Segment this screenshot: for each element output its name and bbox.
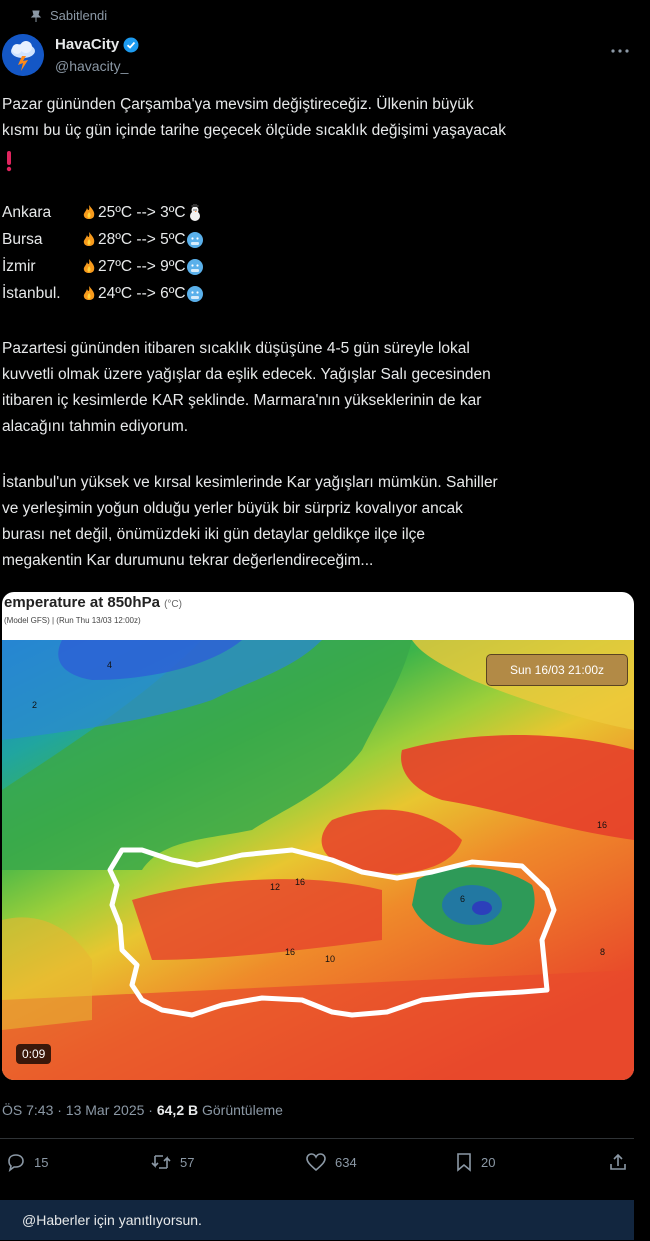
- tweet-paragraph-1: Pazar gününden Çarşamba'ya mevsim değiştireceğiz. Ülkenin büyük kısmı bu üç gün içinde tarihe geçecek ölçüde sıcaklık değişimi yaşayacak: [2, 96, 506, 139]
- view-count: 64,2 B: [156, 1102, 199, 1118]
- map-subtitle: (Model GFS) | (Run Thu 13/03 12:00z): [4, 616, 141, 625]
- author-name-row[interactable]: [55, 36, 139, 53]
- map-title: emperature at 850hPa (°C): [4, 594, 182, 611]
- repost-icon: [150, 1152, 172, 1172]
- city-row-bursa: [2, 227, 204, 253]
- views-label: Görüntüleme: [198, 1102, 283, 1118]
- share-button[interactable]: [608, 1152, 628, 1172]
- city-name: İstanbul.: [2, 285, 61, 302]
- pinned-label: Sabitlendi: [50, 8, 108, 23]
- share-icon: [608, 1152, 628, 1172]
- svg-text:16: 16: [295, 877, 306, 887]
- verified-badge-icon: [123, 37, 139, 53]
- temperature-map: [2, 640, 634, 1080]
- temp-from: 24ºC: [98, 285, 133, 302]
- tweet-timestamp[interactable]: ÖS 7:43 · 13 Mar 2025 ·: [2, 1102, 157, 1118]
- like-button[interactable]: [305, 1152, 357, 1172]
- author-name[interactable]: HavaCity: [55, 36, 120, 53]
- storm-cloud-icon: [2, 34, 44, 76]
- fire-emoji-icon: [80, 258, 98, 276]
- temp-to: 5ºC: [160, 231, 186, 248]
- city-row-ankara: [2, 200, 204, 226]
- city-name: İzmir: [2, 258, 36, 275]
- city-name: Ankara: [2, 204, 52, 221]
- temp-arrow: -->: [136, 231, 156, 248]
- freezing-face-emoji-icon: [186, 285, 204, 303]
- temp-from: 28ºC: [98, 231, 133, 248]
- freezing-face-emoji-icon: [186, 231, 204, 249]
- temp-to: 6ºC: [160, 285, 186, 302]
- reply-button[interactable]: [6, 1152, 48, 1172]
- city-row-izmir: [2, 254, 204, 280]
- reply-notice-bar[interactable]: @Haberler için yanıtlıyorsun.: [0, 1200, 634, 1240]
- tweet-actions: [0, 1152, 650, 1182]
- more-options-icon[interactable]: [610, 38, 630, 59]
- bookmark-button[interactable]: [455, 1152, 495, 1172]
- fire-emoji-icon: [80, 231, 98, 249]
- temp-to: 9ºC: [160, 258, 186, 275]
- pinned-indicator: [30, 8, 107, 23]
- svg-text:10: 10: [325, 954, 336, 964]
- reply-count: 15: [34, 1154, 49, 1170]
- svg-text:12: 12: [270, 882, 281, 892]
- tweet-paragraph-2: Pazartesi gününden itibaren sıcaklık düşüşüne 4-5 gün süreyle lokal kuvvetli olmak üzere yağışlar da eşlik edecek. Yağışlar Salı gecesinden itibaren iç kesimlerde KAR şeklinde. Marmara'nın yükseklerinin de kar alacağını tahmin ediyorum.: [2, 340, 491, 435]
- svg-text:8: 8: [600, 947, 606, 957]
- like-count: 634: [335, 1154, 357, 1170]
- repost-button[interactable]: [150, 1152, 194, 1172]
- video-timer: 0:09: [16, 1044, 51, 1064]
- tweet-paragraph-3: İstanbul'un yüksek ve kırsal kesimlerinde Kar yağışları mümkün. Sahiller ve yerleşimin yoğun olduğu yerler büyük bir sürpriz kovalıyor ancak burası net değil, önümüzdeki iki gün detaylar geldikçe ilçe ilçe megakentin Kar durumunu tekrar değerlendireceğim...: [2, 474, 498, 569]
- exclamation-emoji-icon: [4, 150, 14, 172]
- repost-count: 57: [180, 1154, 195, 1170]
- tweet-video[interactable]: [2, 592, 634, 1080]
- pin-icon: [30, 10, 42, 22]
- heart-icon: [305, 1152, 327, 1172]
- fire-emoji-icon: [80, 204, 98, 222]
- divider: [0, 1138, 634, 1139]
- temp-from: 25ºC: [98, 204, 133, 221]
- freezing-face-emoji-icon: [186, 258, 204, 276]
- svg-text:4: 4: [107, 660, 113, 670]
- bookmark-icon: [455, 1152, 473, 1172]
- bookmark-count: 20: [481, 1154, 496, 1170]
- avatar[interactable]: [2, 34, 44, 76]
- svg-text:6: 6: [460, 894, 466, 904]
- svg-text:16: 16: [285, 947, 296, 957]
- temp-arrow: -->: [136, 285, 156, 302]
- svg-text:2: 2: [32, 700, 38, 710]
- temp-arrow: -->: [136, 258, 156, 275]
- city-name: Bursa: [2, 231, 43, 248]
- svg-text:16: 16: [597, 820, 608, 830]
- tweet-meta: [2, 1102, 283, 1118]
- city-row-istanbul: [2, 281, 204, 307]
- reply-icon: [6, 1152, 26, 1172]
- author-handle[interactable]: @havacity_: [55, 58, 129, 74]
- forecast-date-badge: Sun 16/03 21:00z: [486, 654, 628, 686]
- temp-to: 3ºC: [160, 204, 186, 221]
- temp-from: 27ºC: [98, 258, 133, 275]
- snowman-emoji-icon: [186, 204, 204, 222]
- temp-arrow: -->: [136, 204, 156, 221]
- fire-emoji-icon: [80, 285, 98, 303]
